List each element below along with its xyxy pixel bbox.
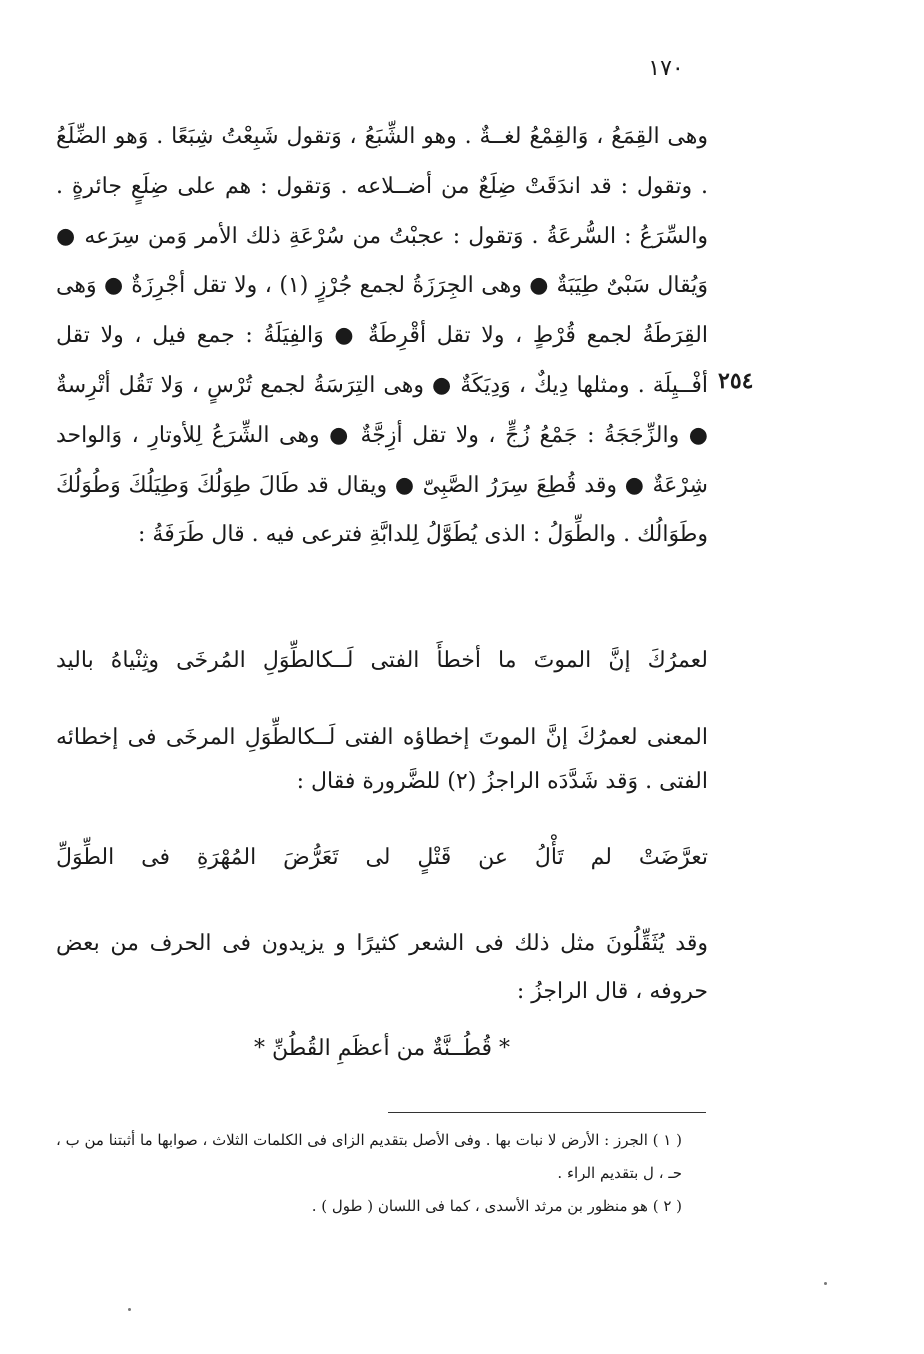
margin-reference-number: ٢٥٤ — [718, 368, 754, 394]
closing-paragraph — [56, 920, 708, 1016]
footnote-2: ( ٢ ) هو منظور بن مرثد الأسدى ، كما فى اللسان ( طول ) . — [311, 1197, 682, 1215]
footnote-1: ( ١ ) الجرز : الأرض لا نبات بها . وفى الأصل بتقديم الزاى فى الكلمات الثلاث ، صوابها ما أثبتنا من ب ، حـ ، ل بتقديم الراء . — [56, 1131, 682, 1182]
poetry-verse-tarafa: لعمرُكَ إنَّ الموتَ ما أخطأَ الفتى لَــكالطِّوَلِ المُرخَى وثِنْياهُ باليد — [56, 648, 708, 673]
main-paragraph — [56, 112, 708, 560]
paragraph-text: وقد يُثَقِّلُونَ مثل ذلك فى الشعر كثيرًا و يزيدون فى الحرف من بعض حروفه ، قال الراجزُ : — [56, 931, 708, 1004]
footnote-divider — [388, 1112, 706, 1113]
poetry-hemistich: * قُطُــنَّةٌ من أعظَمِ القُطُنِّ * — [253, 1036, 511, 1061]
poetry-verse-rajaz: تعرَّضَتْ لم تَأْلُ عن قَتْلٍ لى تَعَرُّضَ المُهْرَةِ فى الطِّوَلِّ — [56, 845, 708, 870]
explanation-paragraph — [56, 716, 708, 804]
scan-speck — [128, 1308, 131, 1311]
paragraph-text: المعنى لعمرُكَ إنَّ الموتَ إخطاؤه الفتى لَــكالطِّوَلِ المرخَى فى إخطائه الفتى . وَقد شَدَّدَه الراجزُ (٢) للضَّرورة فقال : — [56, 725, 708, 794]
footnotes — [56, 1124, 708, 1223]
scan-speck — [824, 1282, 827, 1285]
page-number: ١٧٠ — [648, 56, 684, 81]
paragraph-text: وهى القِمَعُ ، وَالقِمْعُ لغــةٌ . وهو الشِّبَعُ ، وَتقول شَبِعْتُ شِبَعًا . وَهو الضِّلَعُ . وتقول : قد اندَقَتْ ضِلَعٌ من أضــلاعه . وَتقول : هم على ضِلَعٍ جائرةٍ . والسِّرَعُ : السُّرعَةُ . وَتقول : عجبْتُ من سُرْعَةِ ذلك الأمر وَمن سِرَعه ● وَيُقال سَبْىٌ طِيَبَةٌ ● وهى الجِرَزَةُ لجمع جُرْزٍ (١) ، ولا تقل أجْرِزَةٌ ● وَهى القِرَطَةُ لجمع قُرْطٍ ، ولا تقل أقْرِطَةٌ ● وَالفِيَلَةُ : جمع فيل ، ولا تقل أفْــيِلَة . ومثلها دِيكٌ ، وَدِيَكَةٌ ● وهى التِرَسَةُ لجمع تُرْسٍ ، وَلا تَقُل أتْرِسةٌ ● والزِّجَجَةُ : جَمْعُ زُجٍّ ، ولا تقل أزِجَّةٌ ● وهى الشِّرَعُ لِلأوتارِ ، وَالواحد شِرْعَةٌ ● وقد قُطِعَ سِرَرُ الصَّبِىّ ● ويقال قد طَالَ طِوَلُكَ وَطِيَلُكَ وَطُوَلُكَ وطَوَالُك . والطِّوَلُ : الذى يُطَوَّلُ لِلدابَّةِ فترعى فيه . قال طَرَفَةُ : — [56, 124, 708, 548]
